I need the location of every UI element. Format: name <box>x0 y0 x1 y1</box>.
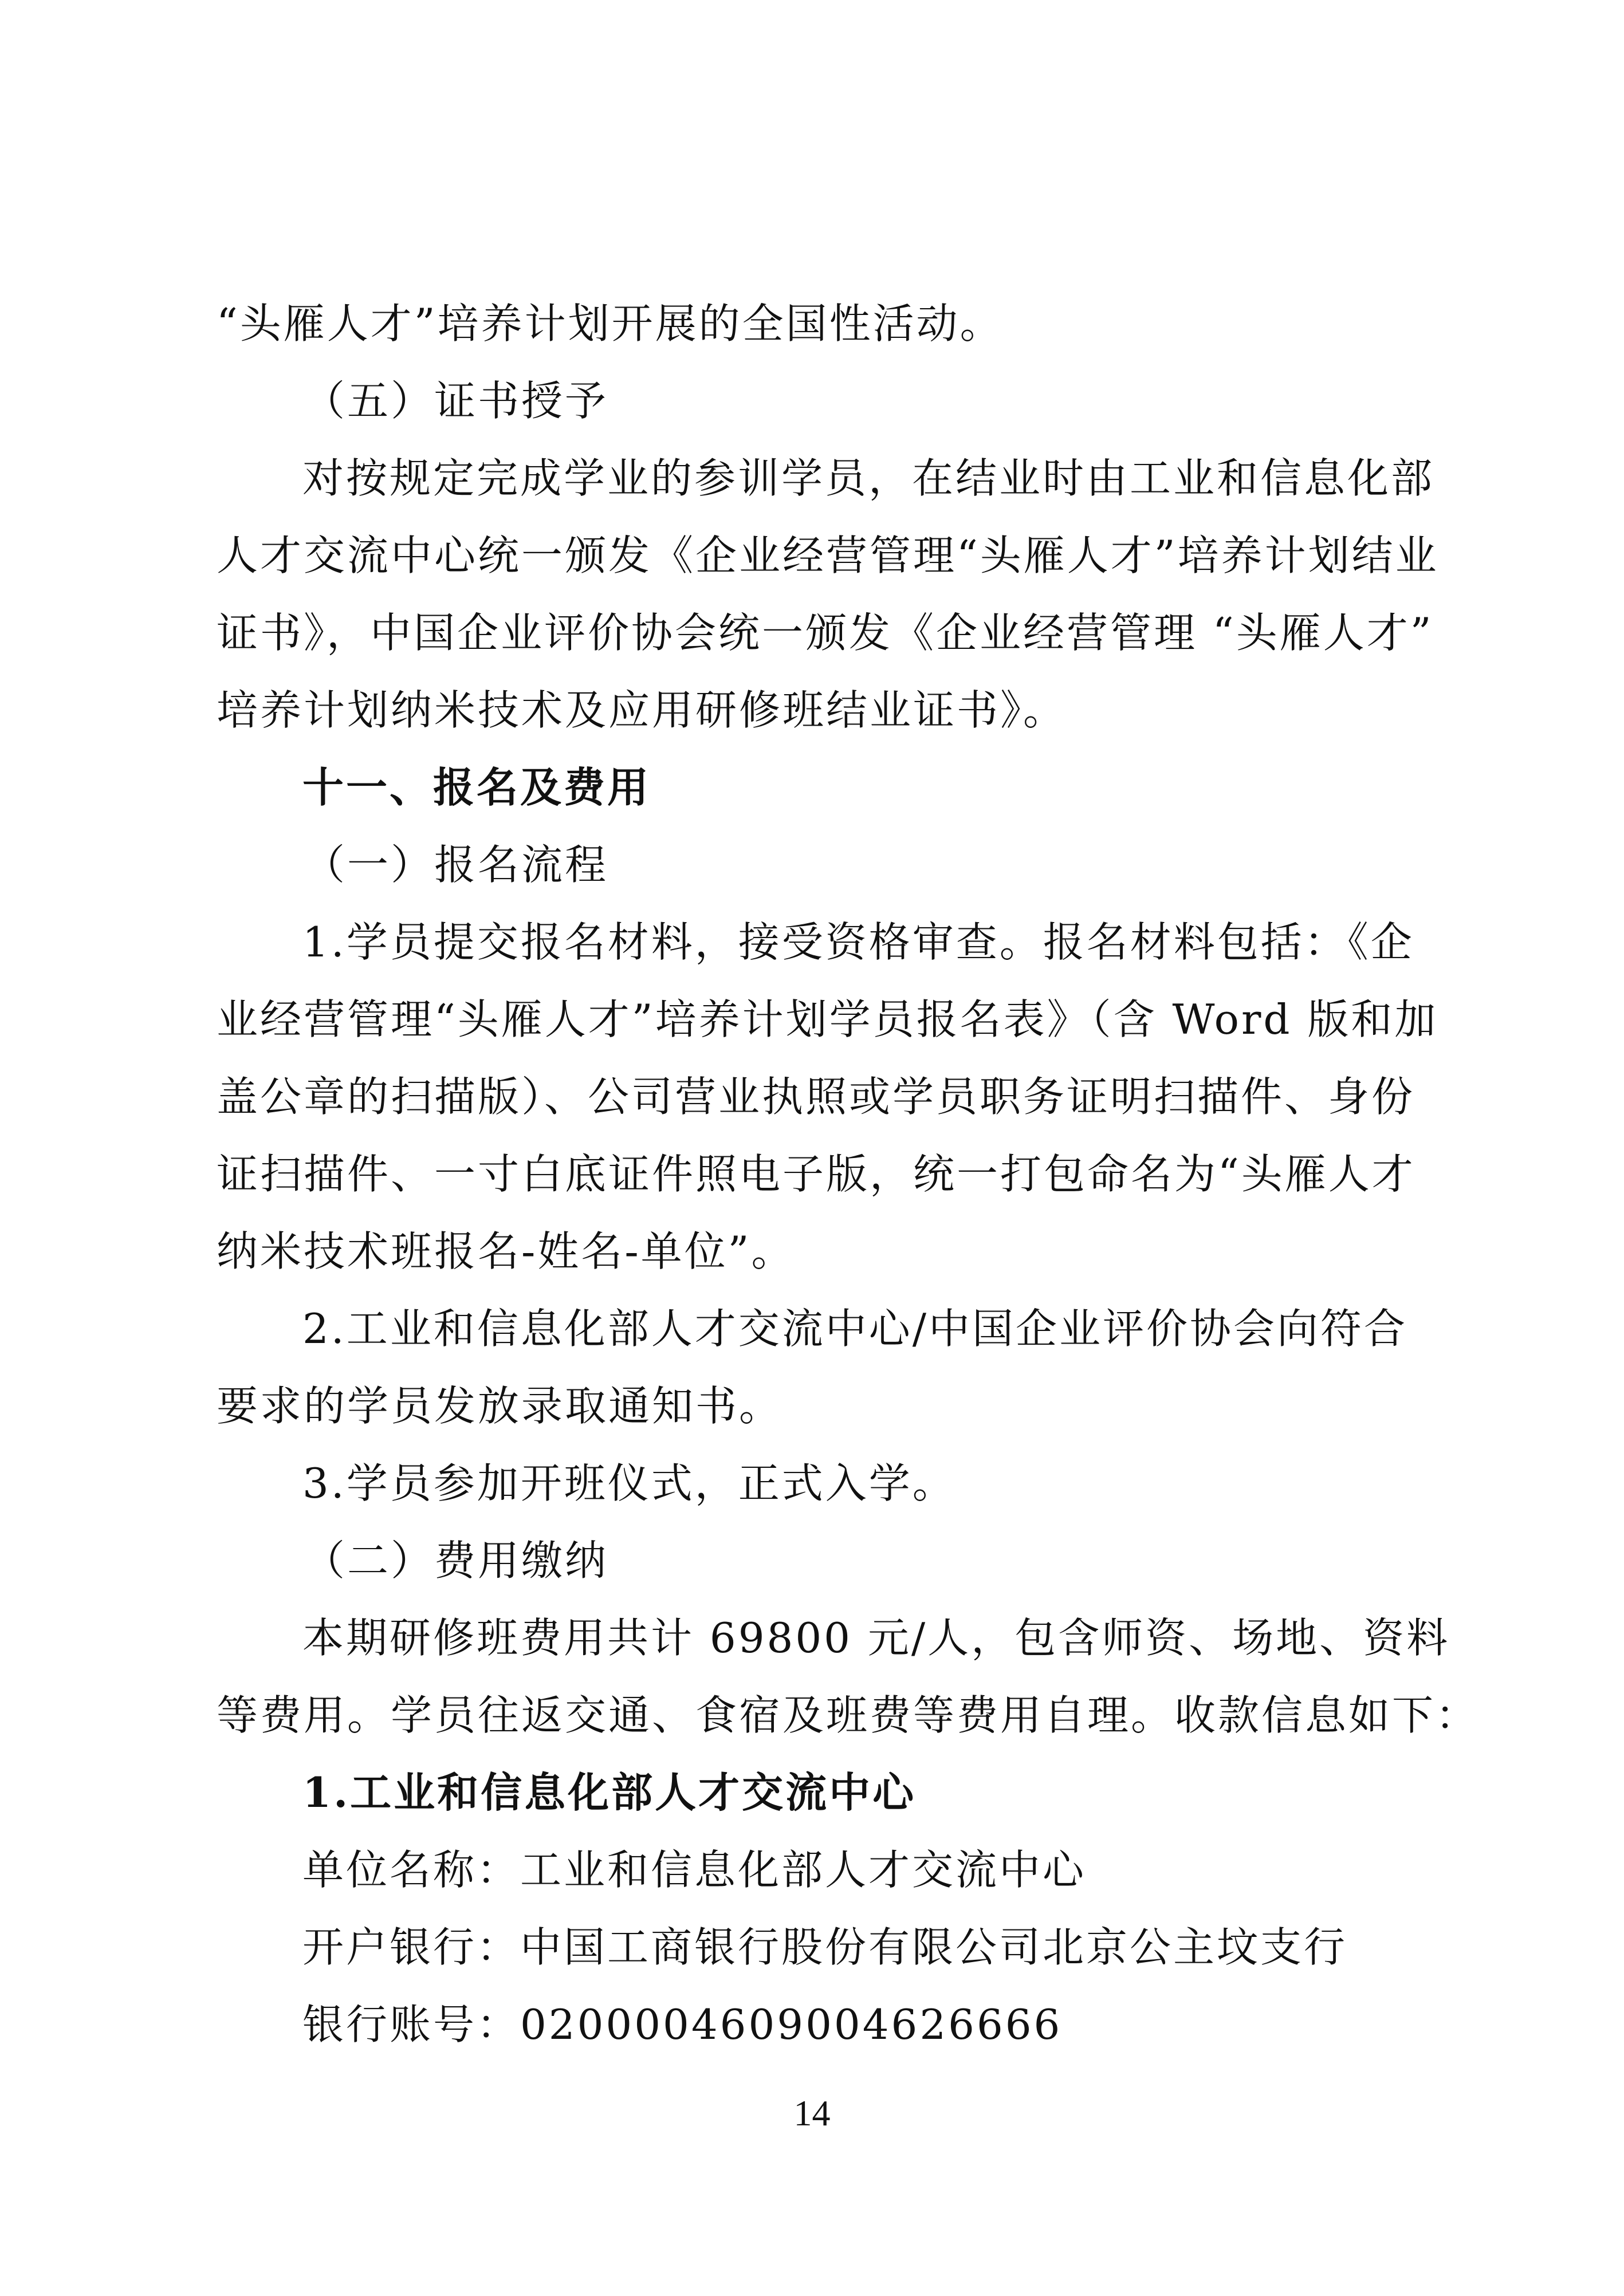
text-line-5: 证书》，中国企业评价协会统一颁发《企业经营管理 “头雁人才” <box>217 609 1434 657</box>
section-heading-certificate: （五）证书授予 <box>304 377 609 425</box>
chapter-heading-registration: 十一、报名及费用 <box>302 763 651 812</box>
payee-bank: 开户银行：中国工商银行股份有限公司北京公主坟支行 <box>302 1923 1348 1971</box>
text-line-11: 盖公章的扫描版）、公司营业执照或学员职务证明扫描件、身份 <box>217 1073 1415 1121</box>
text-line-9: 1.学员提交报名材料，接受资格审查。报名材料包括：《企 <box>302 918 1414 966</box>
text-line-13: 纳米技术班报名-姓名-单位”。 <box>217 1227 795 1275</box>
payee-account: 银行账号：0200004609004626666 <box>302 2000 1063 2049</box>
subheading-payee: 1.工业和信息化部人才交流中心 <box>302 1768 917 1817</box>
text-line-12: 证扫描件、一寸白底证件照电子版，统一打包命名为“头雁人才 <box>217 1150 1415 1198</box>
text-line-16: 3.学员参加开班仪式，正式入学。 <box>302 1459 956 1507</box>
text-line-14: 2.工业和信息化部人才交流中心/中国企业评价协会向符合 <box>302 1305 1407 1353</box>
text-line-1: “头雁人才”培养计划开展的全国性活动。 <box>217 300 1004 348</box>
payee-name: 单位名称：工业和信息化部人才交流中心 <box>302 1846 1087 1894</box>
text-line-3: 对按规定完成学业的参训学员，在结业时由工业和信息化部 <box>302 454 1435 502</box>
text-line-15: 要求的学员发放录取通知书。 <box>217 1382 783 1430</box>
section-heading-fees: （二）费用缴纳 <box>304 1537 609 1585</box>
page-number: 14 <box>793 2093 831 2133</box>
text-line-19: 等费用。学员往返交通、食宿及班费等费用自理。收款信息如下： <box>217 1691 1480 1739</box>
text-line-18: 本期研修班费用共计 69800 元/人，包含师资、场地、资料 <box>302 1614 1450 1662</box>
text-line-6: 培养计划纳米技术及应用研修班结业证书》。 <box>217 686 1067 734</box>
text-line-4: 人才交流中心统一颁发《企业经营管理“头雁人才”培养计划结业 <box>217 531 1439 580</box>
text-line-10: 业经营管理“头雁人才”培养计划学员报名表》（含 Word 版和加 <box>217 995 1438 1043</box>
section-heading-process: （一）报名流程 <box>304 841 609 889</box>
